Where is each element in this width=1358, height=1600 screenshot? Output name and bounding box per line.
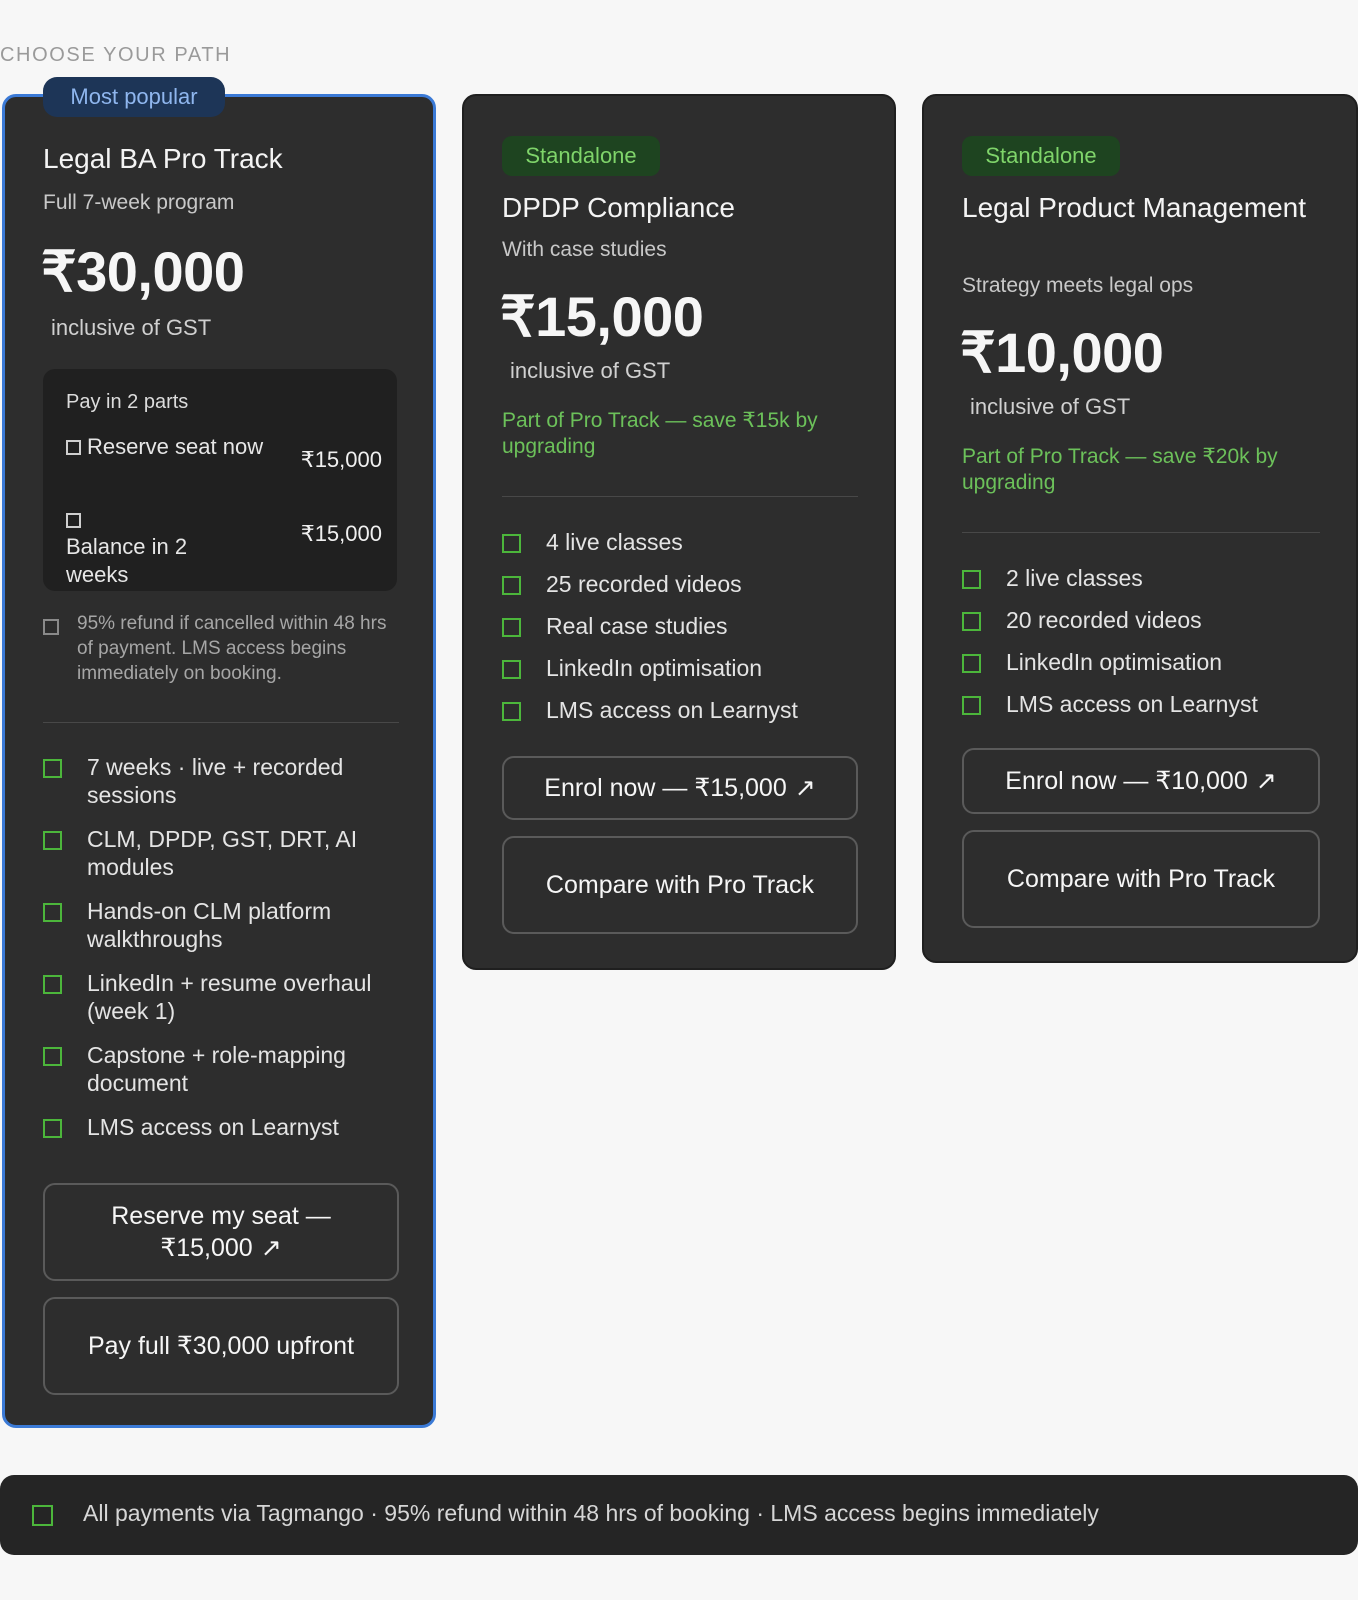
feature-item bbox=[43, 969, 399, 1025]
card-subtitle: With case studies bbox=[502, 238, 667, 261]
compare-pro-track-button[interactable]: Compare with Pro Track bbox=[502, 836, 858, 934]
check-icon bbox=[502, 660, 521, 679]
feature-text: 2 live classes bbox=[1006, 565, 1143, 591]
feature-text: LinkedIn optimisation bbox=[1006, 649, 1223, 675]
payment-row-amount: ₹15,000 bbox=[300, 521, 382, 546]
north-east-arrow-icon: ↗ bbox=[794, 774, 816, 802]
card-subtitle: Strategy meets legal ops bbox=[962, 274, 1194, 297]
card-title: DPDP Compliance bbox=[502, 192, 735, 223]
checkbox-icon bbox=[66, 440, 81, 455]
reserve-seat-button-label: Reserve my seat — ₹15,000 ↗ bbox=[111, 1202, 331, 1262]
check-icon bbox=[962, 654, 981, 673]
payment-info-footer bbox=[0, 1475, 1358, 1555]
feature-text: Hands-on CLM platform walkthroughs bbox=[87, 898, 332, 952]
standalone-badge: Standalone bbox=[502, 136, 660, 176]
payment-row-label: Balance in 2 weeks bbox=[66, 534, 188, 587]
check-icon bbox=[43, 1119, 62, 1138]
check-icon bbox=[43, 759, 62, 778]
check-icon bbox=[962, 696, 981, 715]
check-icon bbox=[502, 576, 521, 595]
feature-text: LinkedIn + resume overhaul (week 1) bbox=[87, 970, 372, 1024]
pricing-card-legal-pm bbox=[922, 94, 1358, 963]
feature-item bbox=[43, 753, 399, 809]
feature-item bbox=[962, 690, 1318, 718]
feature-text: Capstone + role-mapping document bbox=[87, 1042, 346, 1096]
card-price: ₹10,000 bbox=[960, 321, 1164, 384]
compare-pro-track-button[interactable]: Compare with Pro Track bbox=[962, 830, 1320, 928]
feature-item bbox=[43, 825, 399, 881]
feature-item bbox=[962, 648, 1318, 676]
checkbox-icon bbox=[43, 619, 59, 635]
refund-note bbox=[43, 611, 393, 686]
enrol-now-button[interactable] bbox=[502, 756, 858, 820]
divider bbox=[962, 532, 1320, 533]
feature-text: 20 recorded videos bbox=[1006, 607, 1202, 633]
feature-text: 7 weeks · live + recorded sessions bbox=[87, 754, 344, 808]
gst-note: inclusive of GST bbox=[510, 358, 671, 383]
payment-row-amount: ₹15,000 bbox=[300, 447, 382, 472]
feature-text: LMS access on Learnyst bbox=[546, 697, 798, 723]
section-label: CHOOSE YOUR PATH bbox=[0, 44, 232, 66]
feature-item bbox=[502, 654, 858, 682]
gst-note: inclusive of GST bbox=[51, 315, 212, 340]
feature-text: LMS access on Learnyst bbox=[1006, 691, 1258, 717]
reserve-seat-button[interactable] bbox=[43, 1183, 399, 1281]
feature-list bbox=[43, 753, 399, 1141]
most-popular-badge: Most popular bbox=[43, 77, 225, 117]
payment-row bbox=[66, 433, 382, 472]
feature-list bbox=[502, 528, 858, 724]
feature-text: 25 recorded videos bbox=[546, 571, 742, 597]
payment-plan-box bbox=[43, 369, 397, 591]
pricing-card-dpdp bbox=[462, 94, 896, 970]
feature-text: 4 live classes bbox=[546, 529, 683, 555]
standalone-badge: Standalone bbox=[962, 136, 1120, 176]
gst-note: inclusive of GST bbox=[970, 394, 1131, 419]
card-price: ₹30,000 bbox=[41, 240, 245, 303]
feature-item bbox=[962, 564, 1318, 592]
feature-item bbox=[502, 570, 858, 598]
payment-info-text: All payments via Tagmango · 95% refund within 48 hrs of booking · LMS access begins immediately bbox=[83, 1500, 1099, 1526]
card-title: Legal BA Pro Track bbox=[43, 143, 283, 174]
check-icon bbox=[32, 1505, 53, 1526]
pricing-card-pro-track bbox=[2, 84, 436, 1428]
feature-list bbox=[962, 564, 1318, 718]
payment-row bbox=[66, 507, 382, 589]
card-subtitle: Full 7-week program bbox=[43, 191, 235, 214]
feature-text: CLM, DPDP, GST, DRT, AI modules bbox=[87, 826, 358, 880]
check-icon bbox=[962, 570, 981, 589]
upsell-note: Part of Pro Track — save ₹15k by upgrading bbox=[502, 409, 818, 458]
check-icon bbox=[43, 1047, 62, 1066]
payment-row-label: Reserve seat now bbox=[87, 434, 264, 459]
enrol-now-button[interactable] bbox=[962, 748, 1320, 814]
feature-text: Real case studies bbox=[546, 613, 728, 639]
upsell-note: Part of Pro Track — save ₹20k by upgrading bbox=[962, 445, 1278, 494]
check-icon bbox=[43, 831, 62, 850]
check-icon bbox=[43, 975, 62, 994]
pay-full-upfront-button[interactable]: Pay full ₹30,000 upfront bbox=[43, 1297, 399, 1395]
checkbox-icon bbox=[66, 513, 81, 528]
enrol-now-button-label: Enrol now — ₹10,000 ↗ bbox=[1005, 767, 1277, 795]
payment-plan-heading: Pay in 2 parts bbox=[66, 391, 189, 413]
feature-item bbox=[502, 612, 858, 640]
feature-text: LMS access on Learnyst bbox=[87, 1114, 339, 1140]
divider bbox=[502, 496, 858, 497]
check-icon bbox=[502, 534, 521, 553]
feature-item bbox=[43, 1041, 399, 1097]
feature-item bbox=[43, 1113, 399, 1141]
refund-note-text: 95% refund if cancelled within 48 hrs of payment. LMS access begins immediately on booking. bbox=[77, 613, 387, 684]
check-icon bbox=[43, 903, 62, 922]
feature-item bbox=[962, 606, 1318, 634]
north-east-arrow-icon: ↗ bbox=[260, 1234, 282, 1262]
card-title: Legal Product Management bbox=[962, 192, 1306, 223]
check-icon bbox=[502, 618, 521, 637]
feature-item bbox=[43, 897, 399, 953]
check-icon bbox=[962, 612, 981, 631]
feature-item bbox=[502, 528, 858, 556]
feature-item bbox=[502, 696, 858, 724]
check-icon bbox=[502, 702, 521, 721]
divider bbox=[43, 722, 399, 723]
north-east-arrow-icon: ↗ bbox=[1255, 767, 1277, 795]
enrol-now-button-label: Enrol now — ₹15,000 ↗ bbox=[544, 774, 816, 802]
card-price: ₹15,000 bbox=[500, 285, 704, 348]
feature-text: LinkedIn optimisation bbox=[546, 655, 763, 681]
